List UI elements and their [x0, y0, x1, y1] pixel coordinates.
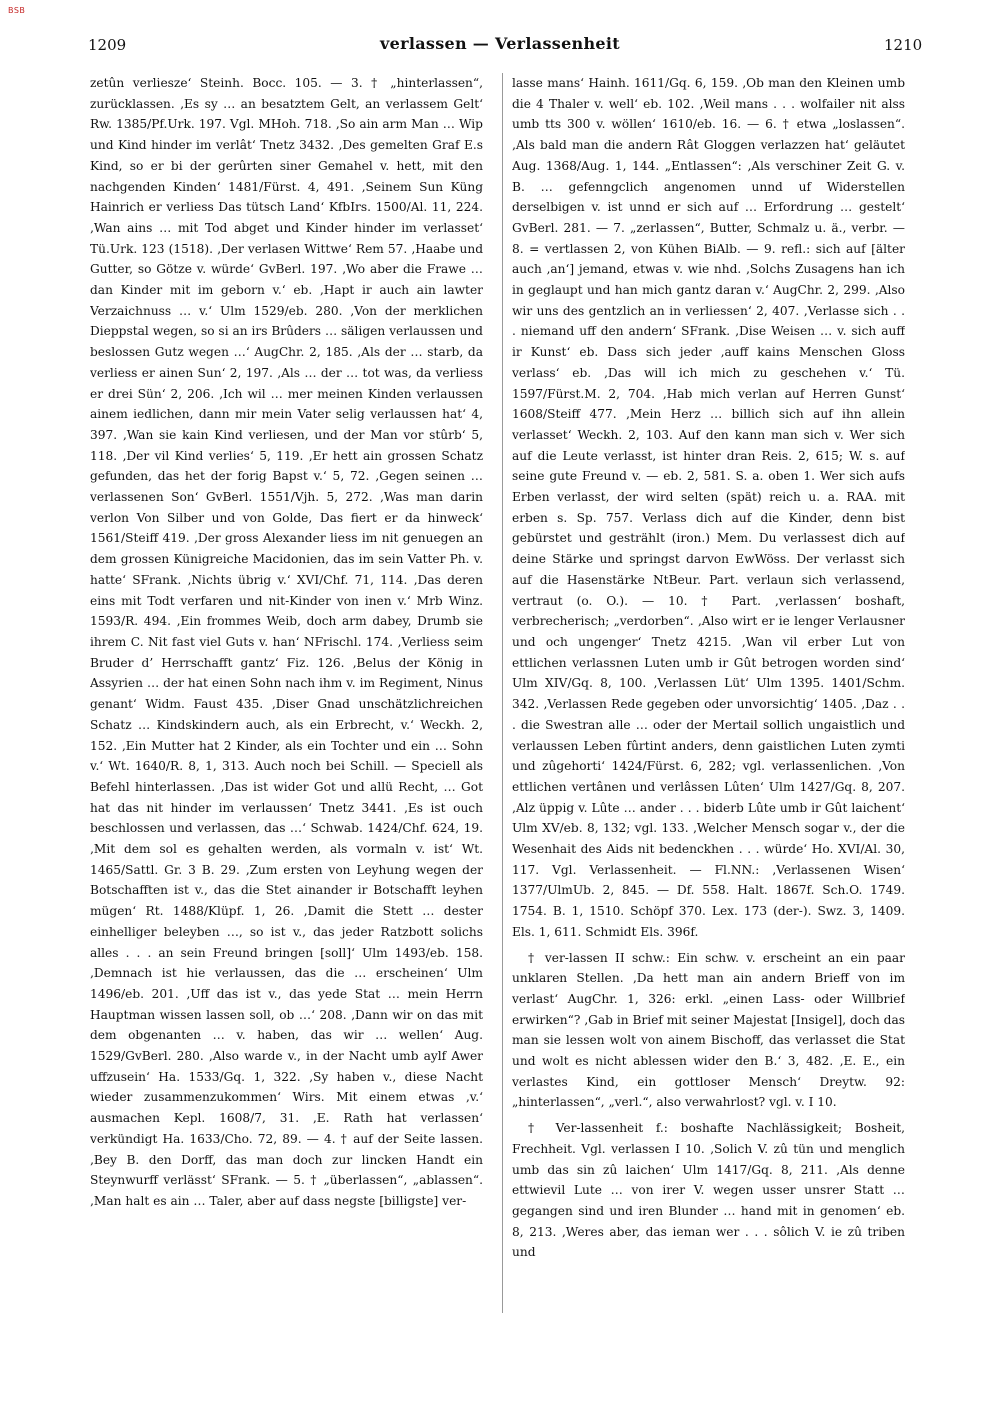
entry-verlassen-ii: † ver-lassen II schw.: Ein schw. v. erscheint an ein paar unklaren Stellen. ‚Da hett man ain andern Brieff von im verlast‘ AugChr. 1, 326: erkl. „einen Lass- oder Willbrief erwirken“? ‚Gab in Brief mit seiner Majestat [Insigel], doch das man sie lessen wolt von ainem Bischoff, das verlasset die Stat und wolt es nicht ablessen wider den B.‘ 3, 482. ‚E. E., ein verlastes Kind, ein gottloser Mensch‘ Dreytw. 92: „hinterlassen“, „verl.“, also verwahrlost? vgl. v. I 10.	[512, 950, 905, 1110]
left-column-text: zetûn verliesze‘ Steinh. Bocc. 105. — 3. † „hinterlassen“, zurücklassen. ‚Es sy … an besatztem Gelt, an verlassem Gelt‘ Rw. 1385/Pf.Urk. 197. Vgl. MHoh. 718. ‚So ain arm Man … Wip und Kind hinder im verlât‘ Tnetz 3432. ‚Des gemelten Graf E.s Kind, so er bi der gerûrten siner Gemahel v. hett, mit den nachgenden Kinden‘ 1481/Fürst. 4, 491. ‚Seinem Sun Küng Hainrich er verliess Das tütsch Land‘ KfbIrs. 1500/Al. 11, 224. ‚Wan ains … mit Tod abget und Kinder hinder im verlasset‘ Tü.Urk. 123 (1518). ‚Der verlasen Wittwe‘ Rem 57. ‚Haabe und Gutter, so Götze v. würde‘ GvBerl. 197. ‚Wo aber die Frawe … dan Kinder mit im geborn v.‘ eb. ‚Hapt ir auch ain lawter Verzaichnuss … v.‘ Ulm 1529/eb. 280. ‚Von der merklichen Dieppstal wegen, so si an irs Brûders … säligen verlaussen und beslossen Gutz wegen …‘ AugChr. 2, 185. ‚Als der … starb, da verliess er ainen Sun‘ 2, 197. ‚Als … der … tot was, da verliess er drei Sün‘ 2, 206. ‚Ich wil … mer meinen Kinden verlaussen ainem iedlichen, dann mir mein Vater selig verlaussen hat‘ 4, 397. ‚Wan sie kain Kind verliesen, und der Man vor stûrb‘ 5, 118. ‚Der vil Kind verlies‘ 5, 119. ‚Er hett ain grossen Schatz gefunden, das het der forig Bapst v.‘ 5, 72. ‚Gegen seinen … verlassenen Son‘ GvBerl. 1551/Vjh. 5, 272. ‚Was man darin verlon Von Silber und von Golde, Das fiert er da hinweck‘ 1561/Steiff 419. ‚Der gross Alexander liess im nit genuegen an dem grossen Künigreiche Macidonien, das im sein Vatter Ph. v. hatte‘ SFrank. ‚Nichts übrig v.‘ XVI/Chf. 71, 114. ‚Das deren eins mit Todt verfaren und nit‑Kinder von inen v.‘ Mrb Winz. 1593/R. 494. ‚Ein frommes Weib, doch arm dabey, Drumb sie ihrem C. Nit fast viel Guts v. han‘ NFrischl. 174. ‚Verliess seim Bruder d’ Herrschafft gantz‘ Fiz. 126. ‚Belus der König in Assyrien … der hat einen Sohn nach ihm v. im Regiment, Ninus genant‘ Widm. Faust 435. ‚Diser Gnad unschätzlichreichen Schatz … Kindskindern auch, als ein Erbrecht, v.‘ Weckh. 2, 152. ‚Ein Mutter hat 2 Kinder, als ein Tochter und ein … Sohn v.‘ Wt. 1640/R. 8, 1, 313. Auch noch bei Schill. — Speciell als Befehl hinterlassen. ‚Das ist wider Got und allü Recht, … Got hat das nit hinder im verlaussen‘ Tnetz 3441. ‚Es ist ouch beschlossen und verlassen, das …‘ Schwab. 1424/Chf. 624, 19. ‚Mit dem sol es gehalten werden, als vormaln v. ist‘ Wt. 1465/Sattl. Gr. 3 B. 29. ‚Zum ersten von Leyhung wegen der Botschafften ist v., das die Stet ainander ir Botschafft leyhen mügen‘ Rt. 1488/Klüpf. 1, 26. ‚Damit die Stett … dester einhelliger beleyben …, so ist v., das jeder Ratzbott solichs alles . . . an sein Freund bringen [soll]‘ Ulm 1493/eb. 158. ‚Demnach ist hie verlaussen, das die … erscheinen‘ Ulm 1496/eb. 201. ‚Uff das ist v., das yede Stat … mein Herrn Hauptman wissen lassen soll, ob …‘ 208. ‚Dann wir on das mit dem obgenanten … v. haben, das wir … wellen‘ Aug. 1529/GvBerl. 280. ‚Also warde v., in der Nacht umb aylf Awer uffzusein‘ Ha. 1533/Gq. 1, 322. ‚Sy haben v., diese Nacht wieder zusammenzukommen‘ Wirs. Mit einem etwas ‚v.‘ ausmachen Kepl. 1608/7, 31. ‚E. Rath hat verlassen‘ verkündigt Ha. 1633/Cho. 72, 89. — 4. † auf der Seite lassen. ‚Bey B. den Dorff, das man doch zur lincken Handt ein Steynwurff verlässt‘ SFrank. — 5. † „überlassen“, „ablassen“. ‚Man halt es ain … Taler, aber auf dass negste [billigste] ver‑	[90, 76, 483, 1208]
page-number-right: 1210	[884, 36, 923, 54]
library-watermark: BSB	[8, 6, 26, 15]
entry-verlassenheit: † Ver-lassenheit f.: boshafte Nachlässigkeit; Bosheit, Frechheit. Vgl. verlassen I 10. ‚Solich V. zû tün und menglich umb das sin zû laichen‘ Ulm 1417/Gq. 8, 211. ‚Als denne ettwievil Lute … von irer V. wegen usser unsrer Statt … gegangen sind und iren Blunder … hand mit in genomen‘ eb. 8, 213. ‚Weres aber, das ieman wer . . . sôlich V. ie zû triben und	[512, 1121, 905, 1260]
left-column	[90, 73, 483, 1313]
right-column	[512, 73, 905, 1313]
right-column-continuation: lasse mans‘ Hainh. 1611/Gq. 6, 159. ‚Ob man den Kleinen umb die 4 Thaler v. well‘ eb. 102. ‚Weil mans . . . wolfailer nit alss umb tts 300 v. wöllen‘ 1610/eb. 16. — 6. † etwa „loslassen“. ‚Als bald man die andern Rât Gloggen verlazzen hat‘ geläutet Aug. 1368/Aug. 1, 144. „Entlassen“: ‚Als verschiner Zeit G. v. B. … gefenngclich angenomen unnd uf Widerstellen derselbigen v. ist unnd er sich auf … Erfordrung … gestelt‘ GvBerl. 281. — 7. „zerlassen“, Butter, Schmalz u. ä., verbr. — 8. = vertlassen 2, von Kühen BiAlb. — 9. refl.: sich auf [älter auch ‚an‘] jemand, etwas v. wie nhd. ‚Solchs Zusagens han ich in geglaupt und han mich gantz daran v.‘ AugChr. 2, 299. ‚Also wir uns des gentzlich an in verliessen‘ 2, 407. ‚Verlasse sich . . . niemand uff den andern‘ SFrank. ‚Dise Weisen … v. sich auff ir Kunst‘ eb. Dass sich jeder ‚auff kains Menschen Gloss verlass‘ eb. ‚Das will ich mich zu geschehen v.‘ Tü. 1597/Fürst.M. 2, 704. ‚Hab mich verlan auf Herren Gunst‘ 1608/Steiff 477. ‚Mein Herz … billich sich auf ihn allein verlasset‘ Weckh. 2, 103. Auf den kann man sich v. Wer sich auf die Leute verlasst, ist hinter dran Reis. 2, 615; W. s. auf seine gute Freund v. — eb. 2, 581. S. a. oben 1. Wer sich aufs Erben verlasst, der wird selten (spät) reich u. a. RAA. mit erben s. Sp. 757. Verlass dich auf die Kinder, denn bist gebürstet und gestrählt (iron.) Mem. Du verlassest dich auf deine Stärke und springst darvon EwWöss. Der verlasst sich auf die Hasenstärke NtBeur. Part. verlaun sich verlassend, vertraut (o. O.). — 10. † Part. ‚verlassen‘ boshaft, verbrecherisch; „verdorben“. ‚Also wirt er ie lenger Verlausner und och ungenger‘ Tnetz 4215. ‚Wan vil erber Lut von ettlichen verlassnen Luten umb ir Gût betrogen worden sind‘ Ulm XIV/Gq. 8, 100. ‚Verlassen Lüt‘ Ulm 1395. 1401/Schm. 342. ‚Verlassen Rede gegeben oder unvorsichtig‘ 1405. ‚Daz . . . die Swestran alle … oder der Mertail sollich ungaistlich und verlaussen Leben fûrtint anders, denn gaistlichen Luten zymti und zûgehorti‘ 1424/Fürst. 6, 282; vgl. verlassenlichen. ‚Von ettlichen vertânen und verlâssen Lûten‘ Ulm 1427/Gq. 8, 207. ‚Alz üppig v. Lûte … ander . . . biderb Lûte umb ir Gût laichent‘ Ulm XV/eb. 8, 132; vgl. 133. ‚Welcher Mensch sogar v., der die Wesenhait des Aids nit bedenckhen . . . würde‘ Ho. XVI/Al. 30, 117. Vgl. Verlassenheit. — Fl.NN.: ‚Verlassenen Wisen‘ 1377/UlmUb. 2, 845. — Df. 558. Halt. 1867f. Sch.O. 1749. 1754. B. 1, 1510. Schöpf 370. Lex. 173 (der-). Swz. 3, 1409. Els. 1, 611. Schmidt Els. 396f.	[512, 76, 905, 939]
column-divider	[502, 73, 503, 1313]
page-number-left: 1209	[88, 36, 127, 54]
running-header: verlassen — Verlassenheit	[380, 34, 620, 53]
